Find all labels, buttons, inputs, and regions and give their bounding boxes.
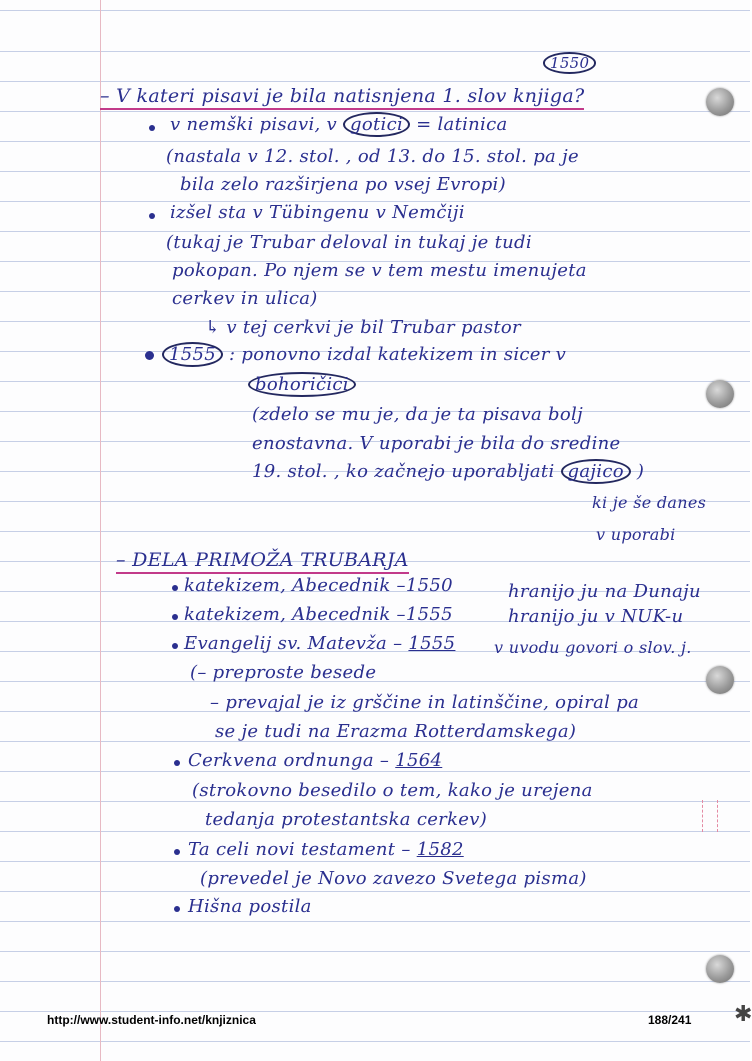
bullet-6 — [172, 643, 178, 649]
section1-line-11: (zdelo se mu je, da je ta pisava bolj — [252, 404, 583, 425]
section1-bullet-3: 1555 : ponovno izdal katekizem in sicer v — [162, 344, 566, 366]
footer-page-count: 188/241 — [648, 1013, 692, 1027]
binder-hole-4 — [706, 955, 734, 983]
bullet-3 — [145, 351, 154, 360]
section1-side-note-1: ki je še danes — [592, 493, 707, 512]
work-item-1: katekizem, Abecednik –1550 — [184, 575, 453, 596]
section1-line-12: enostavna. V uporabi je bila do sredine — [252, 433, 621, 454]
pink-mark — [702, 800, 718, 832]
work-item-3-sub-2: – prevajal je iz grščine in latinščine, opiral pa — [210, 692, 640, 713]
binder-hole-2 — [706, 380, 734, 408]
work-item-4: Cerkvena ordnunga – 1564 — [188, 750, 443, 771]
section1-line-8: ↳ v tej cerkvi je bil Trubar pastor — [205, 317, 521, 338]
section1-line-5: (tukaj je Trubar deloval in tukaj je tudi — [166, 232, 532, 253]
work-item-3-note: v uvodu govori o slov. j. — [494, 638, 692, 657]
page-number-marker: 1550 — [543, 52, 596, 74]
section1-bullet-1: v nemški pisavi, v gotici = latinica — [170, 114, 508, 135]
section1-line-10: bohoričici — [248, 374, 356, 396]
work-item-3: Evangelij sv. Matevža – 1555 — [184, 633, 456, 654]
work-item-3-sub-3: se je tudi na Erazma Rotterdamskega) — [215, 721, 577, 742]
bullet-1 — [149, 125, 155, 131]
work-item-6: Hišna postila — [188, 896, 312, 917]
bullet-4 — [172, 585, 178, 591]
margin-line — [100, 0, 101, 1061]
footer-url[interactable]: http://www.student-info.net/knjiznica — [47, 1013, 256, 1027]
section1-side-note-2: v uporabi — [596, 525, 676, 544]
section1-line-7: cerkev in ulica) — [172, 288, 318, 309]
work-item-2-note: hranijo ju v NUK-u — [508, 606, 684, 627]
section1-line-2: (nastala v 12. stol. , od 13. do 15. stol. pa je — [166, 146, 579, 167]
work-item-1-note: hranijo ju na Dunaju — [508, 581, 701, 602]
bullet-7 — [174, 760, 180, 766]
section1-line-13: 19. stol. , ko začnejo uporabljati gajico ) — [252, 461, 645, 482]
binder-hole-3 — [706, 666, 734, 694]
work-item-2: katekizem, Abecednik –1555 — [184, 604, 453, 625]
section1-heading: – V kateri pisavi je bila natisnjena 1. slov knjiga? — [100, 85, 584, 107]
section1-line-6: pokopan. Po njem se v tem mestu imenujeta — [172, 260, 587, 281]
section2-heading: – DELA PRIMOŽA TRUBARJA — [116, 549, 409, 571]
work-item-5-sub-1: (prevedel je Novo zavezo Svetega pisma) — [200, 868, 587, 889]
bullet-8 — [174, 849, 180, 855]
bullet-5 — [172, 614, 178, 620]
bullet-2 — [149, 213, 155, 219]
section1-line-3: bila zelo razširjena po vsej Evropi) — [180, 174, 506, 195]
work-item-4-sub-2: tedanja protestantska cerkev) — [205, 809, 488, 830]
asterisk-mark: ✱ — [734, 1002, 752, 1027]
section1-bullet-2: izšel sta v Tübingenu v Nemčiji — [170, 202, 465, 223]
work-item-5: Ta celi novi testament – 1582 — [188, 839, 464, 860]
binder-hole-1 — [706, 88, 734, 116]
work-item-3-sub-1: (– preproste besede — [190, 662, 377, 683]
bullet-9 — [174, 906, 180, 912]
work-item-4-sub-1: (strokovno besedilo o tem, kako je urejena — [192, 780, 593, 801]
